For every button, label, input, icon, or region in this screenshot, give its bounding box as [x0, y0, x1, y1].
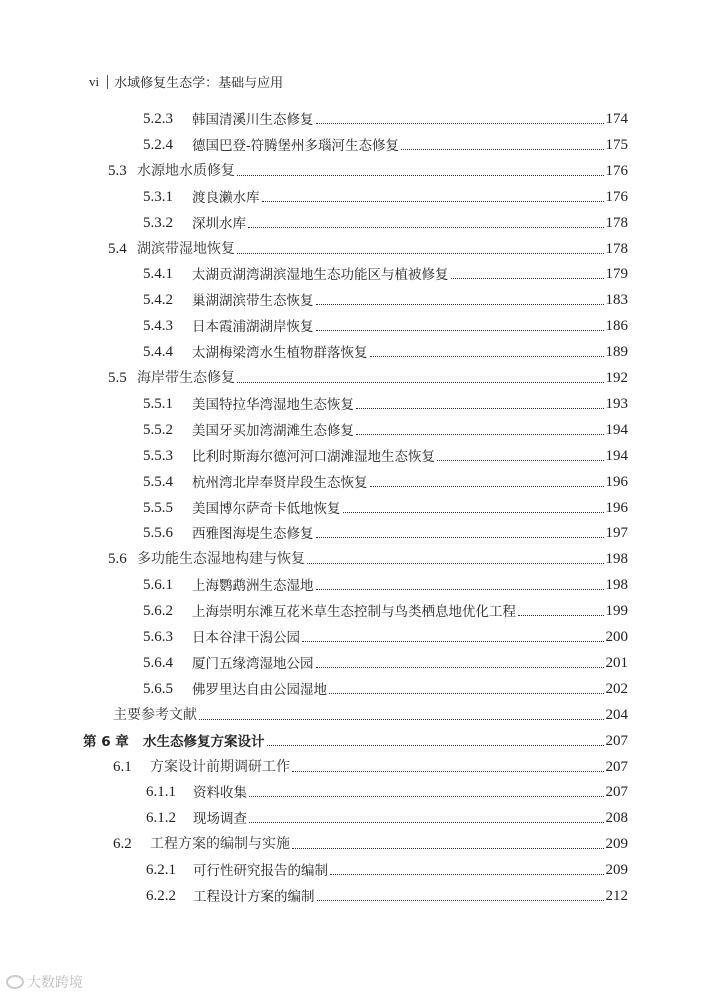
toc-entry[interactable]: [143, 574, 628, 594]
toc-entry[interactable]: [143, 652, 628, 672]
dot-leader: [316, 304, 604, 305]
toc-entry-title: 德国巴登-符腾堡州多瑙河生态修复: [192, 137, 400, 154]
toc-entry-page: 196: [605, 473, 628, 490]
dot-leader: [451, 278, 604, 279]
toc-entry[interactable]: [143, 393, 628, 413]
dot-leader: [316, 123, 604, 124]
toc-entry-number: 5.3.1: [143, 188, 173, 205]
dot-leader: [249, 796, 604, 797]
toc-entry-title: 比利时斯海尔德河河口湖滩湿地生态恢复: [192, 448, 435, 465]
toc-entry[interactable]: [143, 445, 628, 465]
toc-entry[interactable]: [143, 471, 628, 491]
toc-entry[interactable]: [143, 289, 628, 309]
toc-entry-page: 176: [605, 162, 628, 179]
watermark-text: 大数跨境: [27, 975, 83, 991]
toc-entry[interactable]: [146, 885, 628, 905]
toc-entry[interactable]: [143, 600, 628, 620]
toc-entry-number: 5.5.1: [143, 395, 173, 412]
dot-leader: [302, 641, 604, 642]
toc-entry-page: 207: [605, 784, 628, 801]
toc-entry[interactable]: [108, 238, 628, 258]
toc-entry[interactable]: [108, 548, 628, 568]
dot-leader: [330, 874, 604, 875]
toc-entry-title: 美国博尔萨奇卡低地恢复: [192, 500, 341, 517]
toc-entry-page: 179: [605, 266, 628, 283]
toc-entry-number: 5.6.4: [143, 654, 173, 671]
header-divider: [107, 75, 108, 89]
toc-entry-title: 渡良濑水库: [192, 189, 260, 206]
toc-entry-title: 太湖贡湖湾湖滨湿地生态功能区与植被修复: [192, 267, 449, 284]
toc-entry-number: 5.6.1: [143, 577, 173, 594]
toc-entry-number: 5.5.5: [143, 499, 173, 516]
book-title: 水域修复生态学：基础与应用: [114, 76, 284, 91]
toc-entry-title: 工程设计方案的编制: [193, 889, 315, 905]
toc-entry-number: 5.5.4: [143, 473, 173, 490]
dot-leader: [248, 227, 604, 228]
toc-entry-page: 186: [605, 318, 628, 335]
toc-entry[interactable]: [143, 315, 628, 335]
toc-entry[interactable]: [143, 134, 628, 154]
toc-entry[interactable]: [143, 341, 628, 361]
toc-entry-title: 水源地水质修复: [137, 162, 235, 179]
toc-entry[interactable]: [143, 186, 628, 206]
toc-entry-number: 5.6.2: [143, 603, 173, 620]
toc-entry-title: 日本霞浦湖湖岸恢复: [192, 319, 314, 336]
dot-leader: [437, 460, 604, 461]
toc-entry-number: 6.1.1: [146, 784, 176, 801]
toc-entry-page: 193: [605, 395, 628, 412]
dot-leader: [518, 615, 604, 616]
toc-entry[interactable]: [113, 704, 628, 724]
toc-entry[interactable]: [113, 833, 628, 853]
toc-entry-page: 194: [605, 447, 628, 464]
running-header: [89, 72, 283, 91]
toc-entry-page: 209: [605, 836, 628, 853]
toc-entry[interactable]: [143, 497, 628, 517]
dot-leader: [237, 175, 604, 176]
toc-entry[interactable]: [146, 807, 628, 827]
toc-entry-title: 美国牙买加湾湖滩生态修复: [192, 422, 354, 439]
toc-entry-page: 200: [605, 629, 628, 645]
toc-entry-page: 202: [605, 680, 628, 697]
toc-entry-title: 方案设计前期调研工作: [150, 758, 290, 775]
toc-entry-page: 199: [605, 603, 628, 620]
toc-entry[interactable]: [146, 859, 628, 879]
dot-leader: [199, 719, 604, 720]
toc-entry-page: 209: [605, 862, 628, 879]
toc-entry-page: 178: [605, 214, 628, 231]
toc-entry-page: 189: [605, 344, 628, 361]
toc-entry-title: 工程方案的编制与实施: [150, 836, 290, 853]
dot-leader: [292, 771, 604, 772]
toc-entry-number: 5.4.1: [143, 266, 173, 283]
toc-entry-number: 6.2.1: [146, 862, 176, 879]
toc-entry-page: 207: [605, 732, 628, 749]
dot-leader: [356, 434, 604, 435]
toc-entry-title: 可行性研究报告的编制: [193, 863, 328, 880]
dot-leader: [316, 330, 604, 331]
toc-entry-page: 201: [605, 654, 628, 671]
toc-entry[interactable]: [83, 730, 628, 750]
dot-leader: [267, 745, 604, 746]
toc-entry-number: 5.4.2: [143, 292, 173, 309]
toc-entry-number: 6.2.2: [146, 888, 176, 904]
toc-entry-number: 5.2.3: [143, 111, 173, 127]
dot-leader: [356, 408, 604, 409]
toc-entry-title: 湖滨带湿地恢复: [137, 240, 235, 257]
toc-entry-number: 5.4.3: [143, 318, 173, 335]
toc-entry-title: 多功能生态湿地构建与恢复: [137, 551, 305, 568]
toc-entry-title: 西雅图海堤生态修复: [192, 526, 314, 543]
toc-entry[interactable]: [143, 212, 628, 232]
dot-leader: [249, 822, 604, 823]
toc-entry-title: 上海崇明东滩互花米草生态控制与鸟类栖息地优化工程: [192, 604, 516, 621]
toc-entry-title: 杭州湾北岸奉贤岸段生态恢复: [192, 474, 368, 491]
toc-entry-page: 183: [605, 292, 628, 309]
dot-leader: [343, 512, 604, 513]
dot-leader: [307, 563, 604, 564]
toc-entry-title: 巢湖湖滨带生态恢复: [192, 293, 314, 310]
toc-entry-number: 5.6: [108, 551, 127, 568]
toc-entry-title: 厦门五缘湾湿地公园: [192, 655, 314, 672]
toc-entry-page: 176: [605, 188, 628, 205]
toc-entry-title: 佛罗里达自由公园湿地: [192, 681, 327, 698]
toc-entry-number: 5.5: [108, 370, 127, 386]
watermark-logo-icon: [6, 975, 24, 989]
toc-entry-number: 5.3.2: [143, 214, 173, 231]
toc-entry[interactable]: [143, 419, 628, 439]
toc-entry-number: 5.2.4: [143, 136, 173, 153]
toc-entry[interactable]: [143, 678, 628, 698]
toc-entry-number: 5.4: [108, 240, 127, 257]
toc-entry[interactable]: [108, 160, 628, 180]
toc-entry[interactable]: [143, 263, 628, 283]
toc-entry-title: 韩国清溪川生态修复: [192, 112, 314, 128]
dot-leader: [237, 253, 604, 254]
dot-leader: [317, 900, 604, 901]
toc-entry-number: 6.2: [113, 836, 132, 853]
toc-entry[interactable]: [146, 781, 628, 801]
toc-entry-title: 资料收集: [193, 785, 247, 802]
dot-leader: [370, 486, 604, 487]
toc-entry-page: 178: [605, 240, 628, 257]
toc-entry-number: 6.1: [113, 758, 132, 775]
toc-entry-title: 水生态修复方案设计: [143, 733, 265, 750]
toc-entry-number: 5.5.6: [143, 525, 173, 542]
watermark: [6, 972, 83, 992]
dot-leader: [262, 201, 604, 202]
toc-entry-title: 上海鹦鹉洲生态湿地: [192, 578, 314, 595]
toc-entry-title: 主要参考文献: [113, 706, 197, 723]
toc-entry-number: 5.5.2: [143, 421, 173, 438]
toc-entry[interactable]: [113, 756, 628, 776]
toc-entry-page: 198: [605, 551, 628, 568]
toc-entry-page: 207: [605, 758, 628, 775]
page-number: vi: [89, 73, 100, 89]
dot-leader: [316, 589, 604, 590]
toc-entry-page: 204: [605, 706, 628, 723]
toc-entry-title: 日本谷津干潟公园: [192, 630, 300, 646]
toc-entry-number: 5.5.3: [143, 447, 173, 464]
dot-leader: [292, 848, 604, 849]
toc-entry-title: 深圳水库: [192, 215, 246, 232]
toc-entry-page: 197: [605, 525, 628, 542]
dot-leader: [329, 693, 604, 694]
toc-entry-page: 198: [605, 577, 628, 594]
toc-entry[interactable]: [143, 522, 628, 542]
toc-entry-page: 175: [605, 136, 628, 153]
dot-leader: [237, 382, 604, 383]
toc-entry[interactable]: [143, 626, 628, 646]
toc-entry-title: 太湖梅梁湾水生植物群落恢复: [192, 345, 368, 362]
toc-entry-page: 212: [605, 888, 628, 904]
toc-entry-page: 192: [605, 370, 628, 386]
dot-leader: [370, 356, 604, 357]
toc-entry-number: 5.4.4: [143, 344, 173, 361]
toc-entry[interactable]: [143, 108, 628, 128]
toc-entry-title: 美国特拉华湾湿地生态恢复: [192, 396, 354, 413]
toc-entry-number: 第 6 章: [83, 733, 129, 750]
toc-entry-page: 208: [605, 810, 628, 827]
toc-entry[interactable]: [108, 367, 628, 387]
toc-entry-number: 5.3: [108, 162, 127, 179]
toc-entry-number: 5.6.3: [143, 629, 173, 645]
dot-leader: [316, 667, 604, 668]
toc-entry-page: 196: [605, 499, 628, 516]
toc-entry-number: 5.6.5: [143, 680, 173, 697]
toc-entry-title: 海岸带生态修复: [137, 370, 235, 386]
toc-entry-title: 现场调查: [193, 811, 247, 828]
toc-entry-number: 6.1.2: [146, 810, 176, 827]
dot-leader: [401, 149, 603, 150]
toc-entry-page: 194: [605, 421, 628, 438]
toc-entry-page: 174: [605, 111, 628, 127]
dot-leader: [316, 537, 604, 538]
